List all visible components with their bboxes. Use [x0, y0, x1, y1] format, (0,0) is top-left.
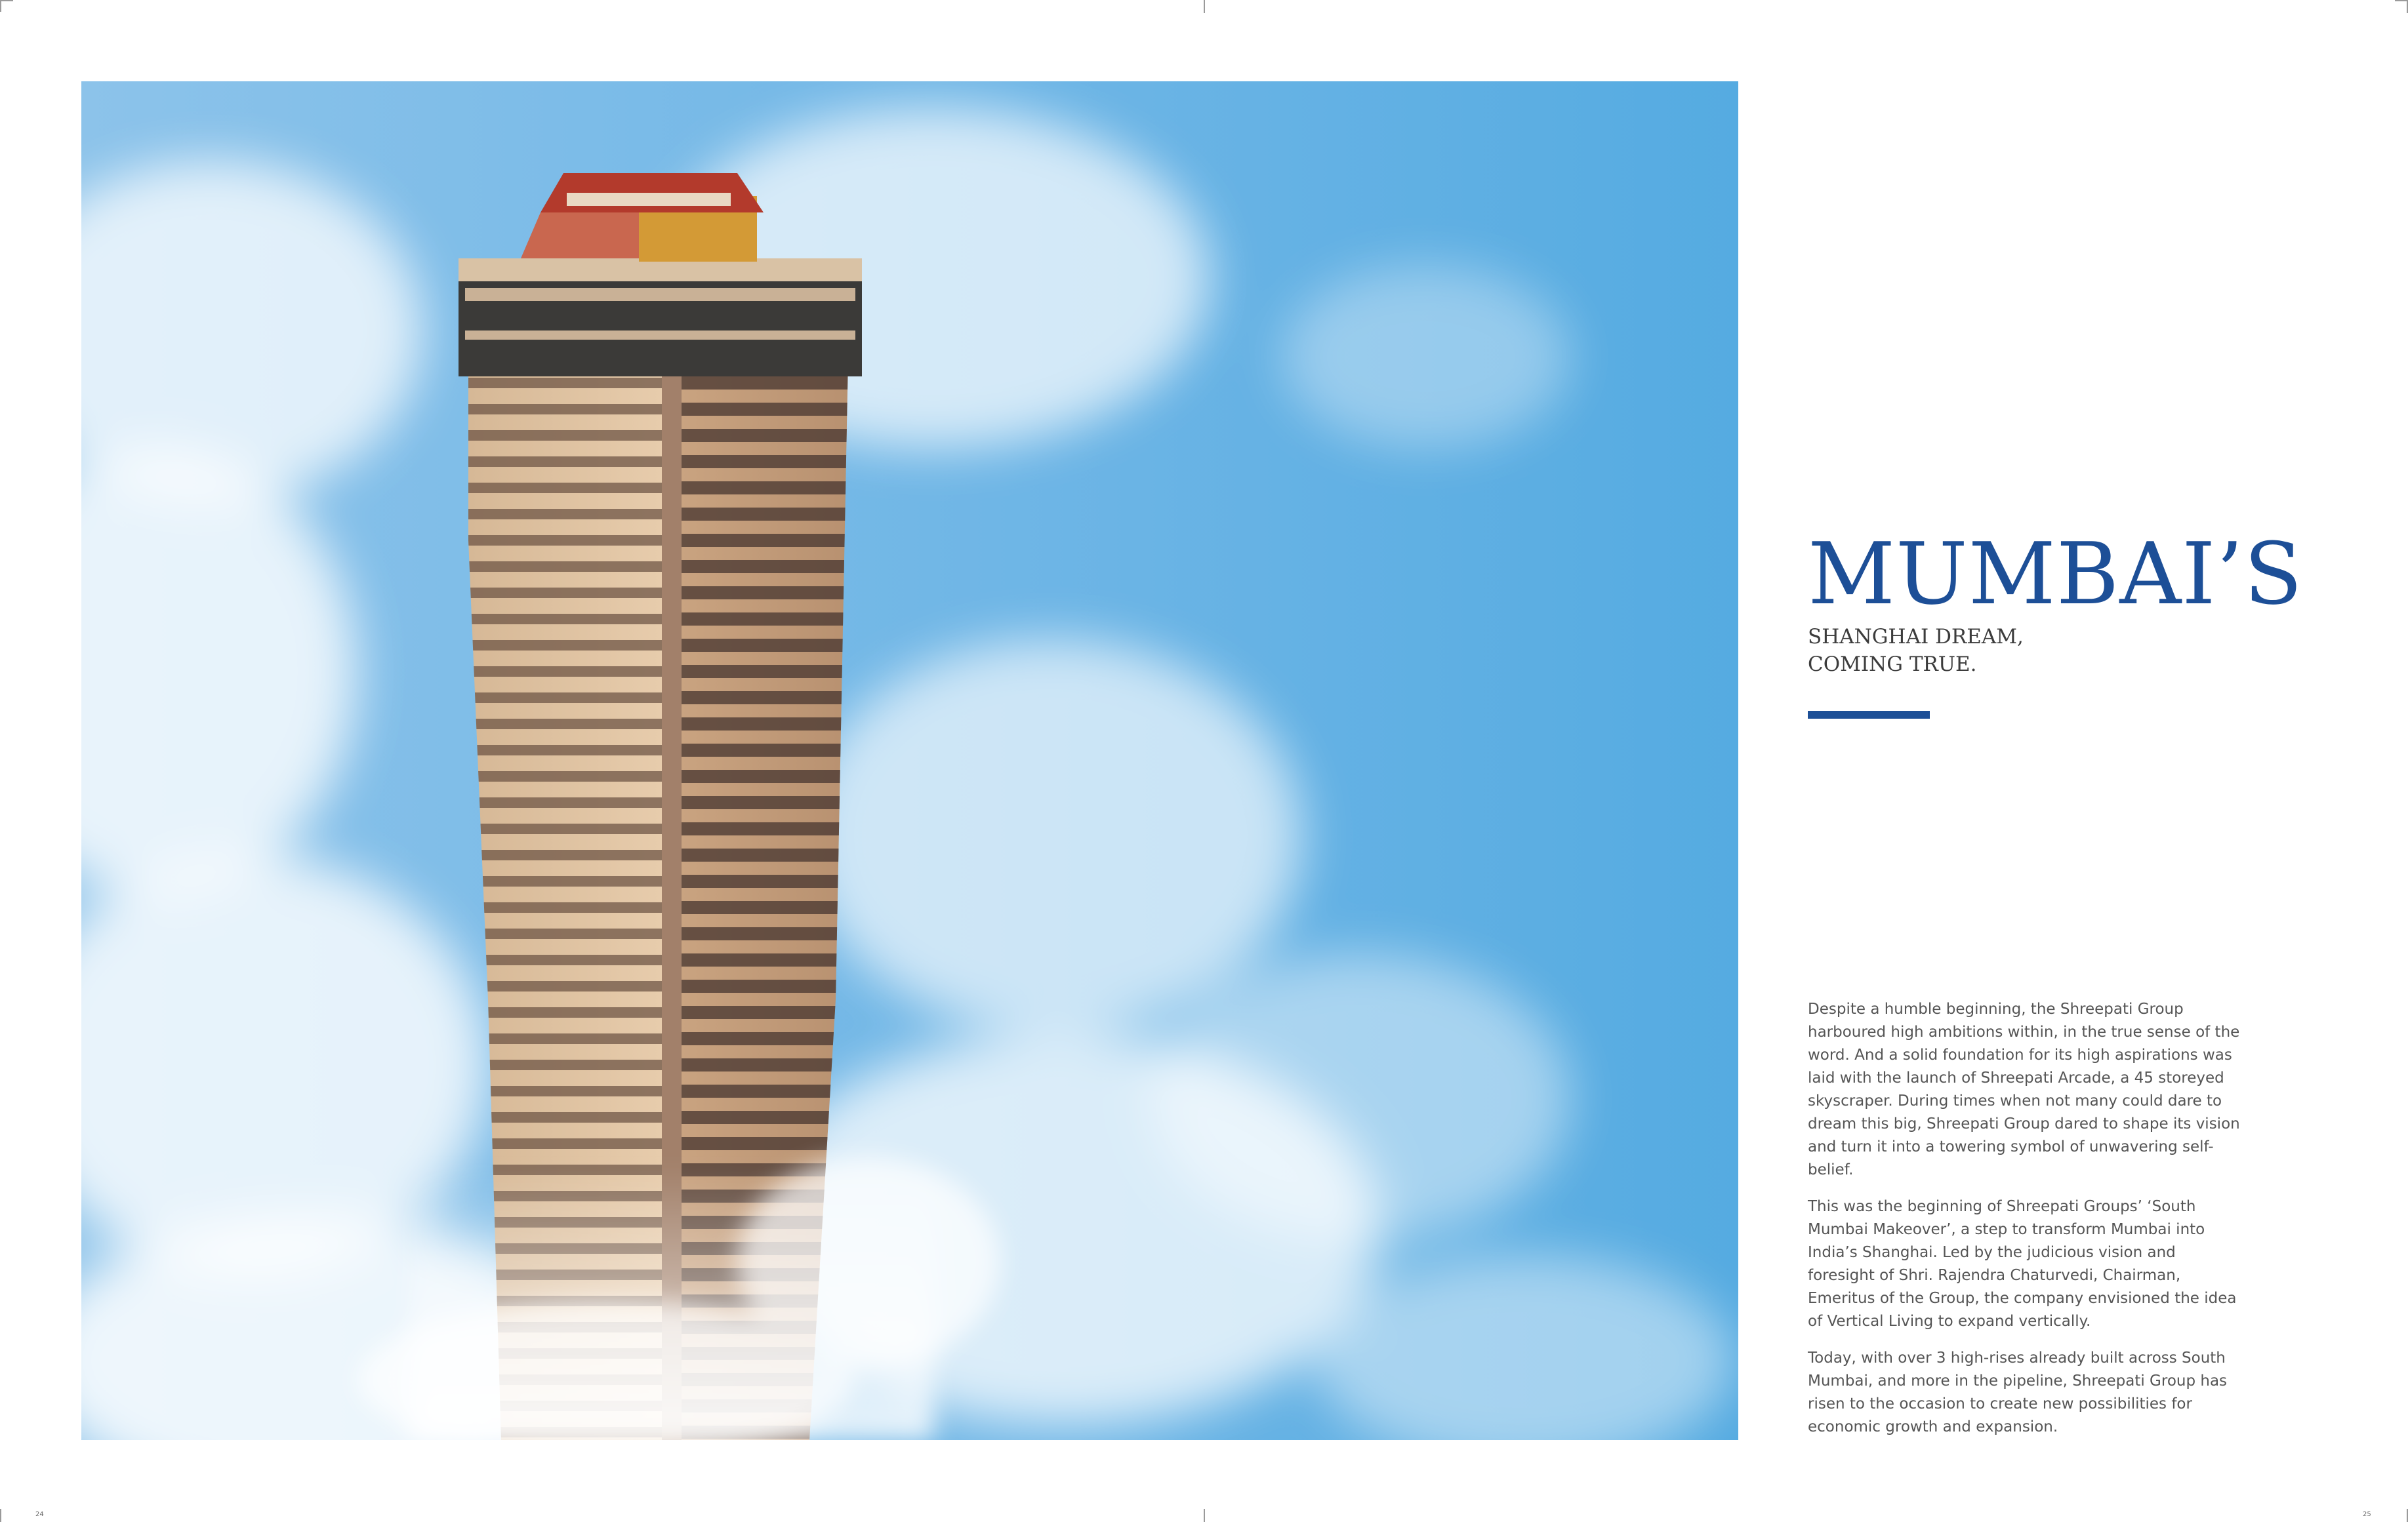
crop-mark — [1204, 0, 1205, 13]
subtitle-line: COMING TRUE. — [1808, 652, 1977, 676]
tower-photo — [81, 81, 1738, 1440]
accent-rule — [1808, 711, 1930, 719]
body-paragraph: Today, with over 3 high-rises already built across South Mumbai, and more in the pipeline, Shreepati Group has risen to the occasion to create new possibilities for economic growth and expansion. — [1808, 1350, 2228, 1435]
body-paragraph: This was the beginning of Shreepati Groups’ ‘South Mumbai Makeover’, a step to transform Mumbai into India’s Shanghai. Led by the judicious vision and foresight of Shri. Rajendra Chaturvedi, Chairman, Emeritus of the Group, the company envisioned the idea of Vertical Living to expand vertically. — [1808, 1198, 2237, 1330]
right-page-number: 25 — [2363, 1511, 2371, 1518]
article-subtitle — [1808, 623, 2136, 678]
crop-mark — [0, 0, 13, 1]
crop-mark — [2395, 0, 2408, 1]
article-body — [1808, 998, 2241, 1452]
body-paragraph: Despite a humble beginning, the Shreepati Group harboured high ambitions within, in the true sense of the word. And a solid foundation for its high aspirations was laid with the launch of Shreepati Arcade, a 45 storeyed skyscraper. During times when not many could dare to dream this big, Shreepati Group dared to shape its vision and turn it into a towering symbol of unwavering self-belief. — [1808, 1001, 2240, 1178]
subtitle-line: SHANGHAI DREAM, — [1808, 625, 2024, 649]
crop-mark — [0, 1509, 1, 1522]
crop-mark — [0, 0, 1, 12]
crop-mark — [1204, 1509, 1205, 1522]
article-title: MUMBAI’S — [1808, 524, 2303, 624]
left-page-number: 24 — [35, 1511, 44, 1518]
